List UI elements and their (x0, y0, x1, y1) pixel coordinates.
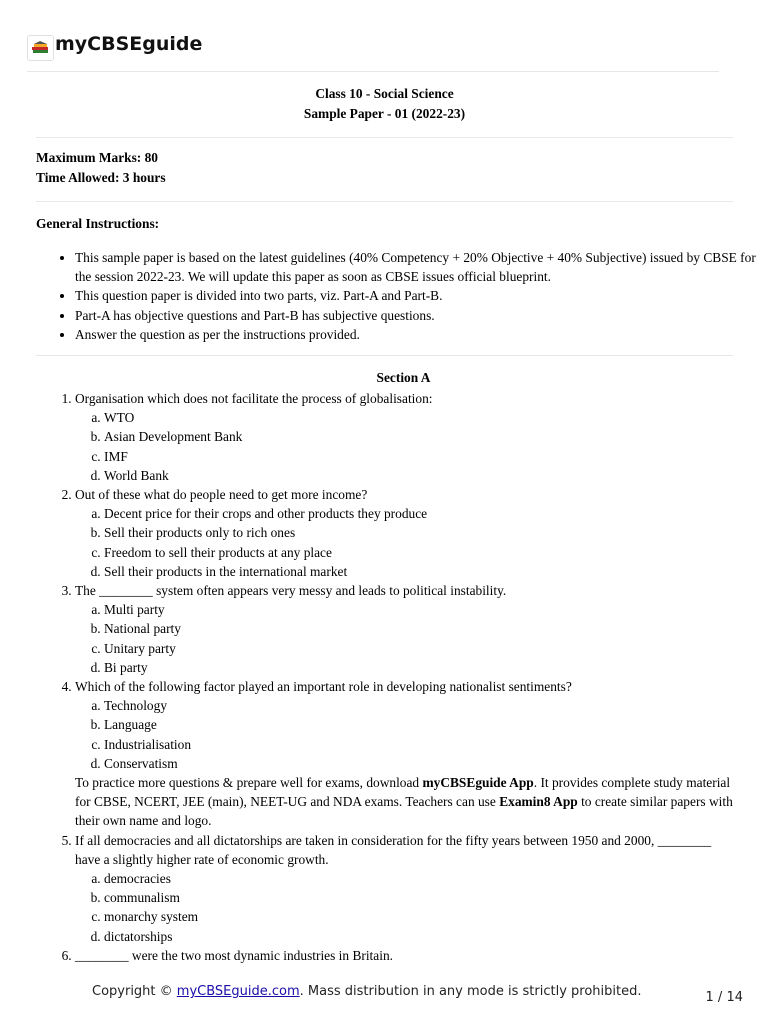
question-item (75, 946, 736, 965)
option-item: d. Bi party (104, 658, 736, 677)
option-item: a. Decent price for their crops and other products they produce (104, 504, 736, 523)
promo-app-name: myCBSEguide App (422, 775, 534, 791)
paper-class-title: Class 10 - Social Science (315, 86, 454, 101)
copyright-footer (92, 984, 641, 999)
option-item: c. Unitary party (104, 639, 736, 658)
option-item: a. Technology (104, 696, 736, 715)
option-item: c. IMF (104, 447, 736, 466)
page-number: 1 / 14 (705, 990, 743, 1005)
question-text: ________ were the two most dynamic industries in Britain. (75, 947, 393, 963)
section-title: Section A (376, 370, 431, 385)
question-item (75, 389, 736, 485)
promo-app-name: Examin8 App (499, 794, 578, 810)
option-item: b. Asian Development Bank (104, 427, 736, 446)
option-item: a. WTO (104, 408, 736, 427)
question-text: Organisation which does not facilitate the process of globalisation: (75, 391, 433, 406)
option-item: a. democracies (104, 869, 736, 888)
instruction-item: • This sample paper is based on the latest guidelines (40% Competency + 20% Objective + 40% Subjective) issued by CBSE for the session 2022-23. We will update this paper as soon as CBSE issues official blueprint. (75, 248, 765, 286)
option-item: c. Industrialisation (104, 735, 736, 754)
option-item: b. Sell their products only to rich ones (104, 523, 736, 542)
option-item: b. Language (104, 715, 736, 734)
question-item (75, 485, 736, 581)
maximum-marks: Maximum Marks: 80 (36, 150, 158, 165)
promo-text: to create similar papers with their own name and logo. (75, 794, 733, 829)
question-item (75, 581, 736, 677)
footer-text: . Mass distribution in any mode is strictly prohibited. (299, 984, 642, 999)
question-item (75, 831, 736, 946)
divider (36, 201, 733, 202)
instructions-list (36, 248, 765, 344)
site-link[interactable]: myCBSEguide.com (176, 984, 300, 999)
footer-text: Copyright © (92, 984, 177, 999)
option-item: d. Sell their products in the international market (104, 562, 736, 581)
instruction-item: • Part-A has objective questions and Part-B has subjective questions. (75, 306, 765, 325)
option-item: b. National party (104, 619, 736, 638)
page-header (27, 32, 719, 72)
question-item (75, 677, 736, 773)
option-item: d. dictatorships (104, 927, 736, 946)
option-item: c. monarchy system (104, 907, 736, 926)
instruction-item: • Answer the question as per the instructions provided. (75, 325, 765, 344)
brand-name: myCBSEguide (55, 33, 203, 55)
instruction-item: • This question paper is divided into two parts, viz. Part-A and Part-B. (75, 286, 765, 305)
option-item: d. Conservatism (104, 754, 736, 773)
logo-icon (27, 35, 54, 61)
option-item: b. communalism (104, 888, 736, 907)
question-text: If all democracies and all dictatorships are taken in consideration for the fifty years between 1950 and 2000, ________ have a slightly higher rate of economic growth. (75, 832, 712, 867)
question-text: Out of these what do people need to get more income? (75, 487, 368, 503)
divider (36, 137, 733, 138)
option-item: d. World Bank (104, 466, 736, 485)
app-promo-note (36, 773, 736, 831)
promo-text: To practice more questions & prepare well for exams, download (75, 775, 423, 791)
question-text: Which of the following factor played an important role in developing nationalist sentiments? (75, 679, 572, 695)
option-item: a. Multi party (104, 600, 736, 619)
divider (36, 355, 733, 356)
option-item: c. Freedom to sell their products at any place (104, 543, 736, 562)
question-text: The ________ system often appears very messy and leads to political instability. (75, 583, 507, 599)
time-allowed: Time Allowed: 3 hours (36, 170, 166, 185)
question-list (36, 389, 736, 965)
promo-text: . It provides complete study material for CBSE, NCERT, JEE (main), NEET-UG and NDA exams. Teachers can use (75, 775, 731, 810)
paper-sample-title: Sample Paper - 01 (2022-23) (303, 106, 466, 121)
instructions-heading: General Instructions: (36, 216, 160, 231)
